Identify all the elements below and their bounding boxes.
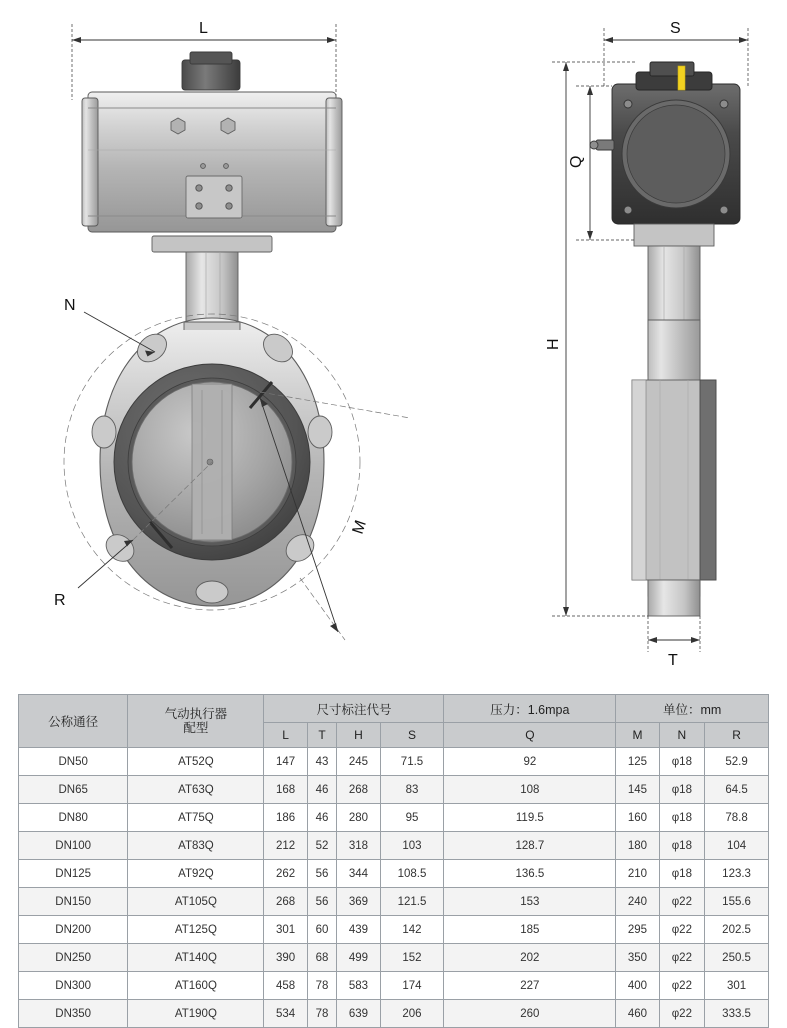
cell-S: 71.5 <box>380 748 444 776</box>
cell-H: 245 <box>337 748 380 776</box>
cell-L: 301 <box>264 916 307 944</box>
cell-S: 152 <box>380 944 444 972</box>
table-row <box>19 1000 769 1028</box>
cell-N: φ22 <box>659 972 705 1000</box>
cell-R: 301 <box>705 972 769 1000</box>
cell-N: φ22 <box>659 1000 705 1028</box>
cell-Q: 260 <box>444 1000 616 1028</box>
cell-T: 68 <box>307 944 337 972</box>
cell-L: 262 <box>264 860 307 888</box>
header-unit: 单位：mm <box>616 695 769 723</box>
cell-nominal-diameter: DN100 <box>19 832 128 860</box>
cell-S: 121.5 <box>380 888 444 916</box>
table-row <box>19 748 769 776</box>
cell-Q: 136.5 <box>444 860 616 888</box>
cell-R: 64.5 <box>705 776 769 804</box>
cell-L: 186 <box>264 804 307 832</box>
cell-R: 333.5 <box>705 1000 769 1028</box>
cell-Q: 128.7 <box>444 832 616 860</box>
table-row <box>19 972 769 1000</box>
table-row <box>19 804 769 832</box>
cell-N: φ22 <box>659 916 705 944</box>
cell-nominal-diameter: DN65 <box>19 776 128 804</box>
dimension-table <box>18 694 769 1028</box>
table-row <box>19 776 769 804</box>
cell-S: 103 <box>380 832 444 860</box>
cell-nominal-diameter: DN300 <box>19 972 128 1000</box>
cell-Q: 185 <box>444 916 616 944</box>
header-col-T: T <box>307 723 337 748</box>
cell-M: 145 <box>616 776 659 804</box>
header-col-L: L <box>264 723 307 748</box>
table-row <box>19 944 769 972</box>
label-L: L <box>199 20 208 37</box>
cell-L: 534 <box>264 1000 307 1028</box>
table-body <box>19 748 769 1028</box>
header-col-S: S <box>380 723 444 748</box>
label-N: N <box>64 297 76 314</box>
cell-T: 46 <box>307 804 337 832</box>
header-col-Q: Q <box>444 723 616 748</box>
cell-S: 108.5 <box>380 860 444 888</box>
cell-H: 268 <box>337 776 380 804</box>
label-R: R <box>54 592 66 609</box>
cell-T: 43 <box>307 748 337 776</box>
cell-S: 142 <box>380 916 444 944</box>
cell-T: 46 <box>307 776 337 804</box>
header-actuator-model <box>128 695 264 748</box>
header-col-H: H <box>337 723 380 748</box>
cell-M: 160 <box>616 804 659 832</box>
cell-S: 83 <box>380 776 444 804</box>
cell-Q: 92 <box>444 748 616 776</box>
cell-R: 155.6 <box>705 888 769 916</box>
cell-nominal-diameter: DN350 <box>19 1000 128 1028</box>
cell-Q: 153 <box>444 888 616 916</box>
header-actuator-model-line1: 气动执行器 <box>164 706 228 721</box>
cell-S: 206 <box>380 1000 444 1028</box>
cell-H: 369 <box>337 888 380 916</box>
label-Q: Q <box>568 155 585 168</box>
header-col-M: M <box>616 723 659 748</box>
cell-T: 60 <box>307 916 337 944</box>
cell-N: φ18 <box>659 748 705 776</box>
cell-nominal-diameter: DN250 <box>19 944 128 972</box>
cell-nominal-diameter: DN80 <box>19 804 128 832</box>
table-row <box>19 916 769 944</box>
cell-H: 499 <box>337 944 380 972</box>
cell-M: 180 <box>616 832 659 860</box>
cell-actuator-model: AT125Q <box>128 916 264 944</box>
cell-Q: 119.5 <box>444 804 616 832</box>
cell-M: 460 <box>616 1000 659 1028</box>
cell-actuator-model: AT83Q <box>128 832 264 860</box>
dimension-T <box>648 616 700 652</box>
label-S: S <box>670 20 681 37</box>
cell-actuator-model: AT63Q <box>128 776 264 804</box>
cell-Q: 108 <box>444 776 616 804</box>
cell-R: 52.9 <box>705 748 769 776</box>
cell-N: φ18 <box>659 860 705 888</box>
label-M: M <box>349 518 370 537</box>
cell-T: 56 <box>307 860 337 888</box>
cell-R: 202.5 <box>705 916 769 944</box>
cell-N: φ18 <box>659 832 705 860</box>
cell-N: φ22 <box>659 888 705 916</box>
cell-actuator-model: AT160Q <box>128 972 264 1000</box>
label-T: T <box>668 652 678 669</box>
cell-N: φ18 <box>659 804 705 832</box>
cell-R: 104 <box>705 832 769 860</box>
header-col-N: N <box>659 723 705 748</box>
label-H: H <box>545 338 562 350</box>
cell-L: 212 <box>264 832 307 860</box>
cell-actuator-model: AT190Q <box>128 1000 264 1028</box>
cell-L: 168 <box>264 776 307 804</box>
header-col-R: R <box>705 723 769 748</box>
table-header <box>19 695 769 748</box>
header-nominal-diameter: 公称通径 <box>19 695 128 748</box>
cell-N: φ22 <box>659 944 705 972</box>
cell-actuator-model: AT140Q <box>128 944 264 972</box>
specification-table <box>18 694 769 1028</box>
cell-H: 280 <box>337 804 380 832</box>
cell-L: 458 <box>264 972 307 1000</box>
cell-nominal-diameter: DN50 <box>19 748 128 776</box>
cell-actuator-model: AT105Q <box>128 888 264 916</box>
cell-M: 240 <box>616 888 659 916</box>
cell-L: 147 <box>264 748 307 776</box>
cell-N: φ18 <box>659 776 705 804</box>
header-pressure: 压力：1.6mpa <box>444 695 616 723</box>
cell-nominal-diameter: DN200 <box>19 916 128 944</box>
cell-T: 78 <box>307 972 337 1000</box>
cell-R: 78.8 <box>705 804 769 832</box>
cell-Q: 202 <box>444 944 616 972</box>
cell-T: 78 <box>307 1000 337 1028</box>
cell-R: 250.5 <box>705 944 769 972</box>
cell-T: 52 <box>307 832 337 860</box>
cell-S: 95 <box>380 804 444 832</box>
cell-H: 344 <box>337 860 380 888</box>
cell-nominal-diameter: DN150 <box>19 888 128 916</box>
cell-actuator-model: AT52Q <box>128 748 264 776</box>
table-row <box>19 888 769 916</box>
table-row <box>19 860 769 888</box>
header-dimension-code: 尺寸标注代号 <box>264 695 444 723</box>
cell-H: 639 <box>337 1000 380 1028</box>
header-actuator-model-line2: 配型 <box>183 721 209 735</box>
cell-M: 125 <box>616 748 659 776</box>
cell-L: 268 <box>264 888 307 916</box>
cell-M: 400 <box>616 972 659 1000</box>
cell-Q: 227 <box>444 972 616 1000</box>
cell-H: 318 <box>337 832 380 860</box>
cell-nominal-diameter: DN125 <box>19 860 128 888</box>
cell-L: 390 <box>264 944 307 972</box>
cell-actuator-model: AT92Q <box>128 860 264 888</box>
cell-S: 174 <box>380 972 444 1000</box>
cell-H: 583 <box>337 972 380 1000</box>
cell-T: 56 <box>307 888 337 916</box>
cell-actuator-model: AT75Q <box>128 804 264 832</box>
cell-H: 439 <box>337 916 380 944</box>
cell-M: 350 <box>616 944 659 972</box>
table-row <box>19 832 769 860</box>
cell-R: 123.3 <box>705 860 769 888</box>
cell-M: 295 <box>616 916 659 944</box>
cell-M: 210 <box>616 860 659 888</box>
